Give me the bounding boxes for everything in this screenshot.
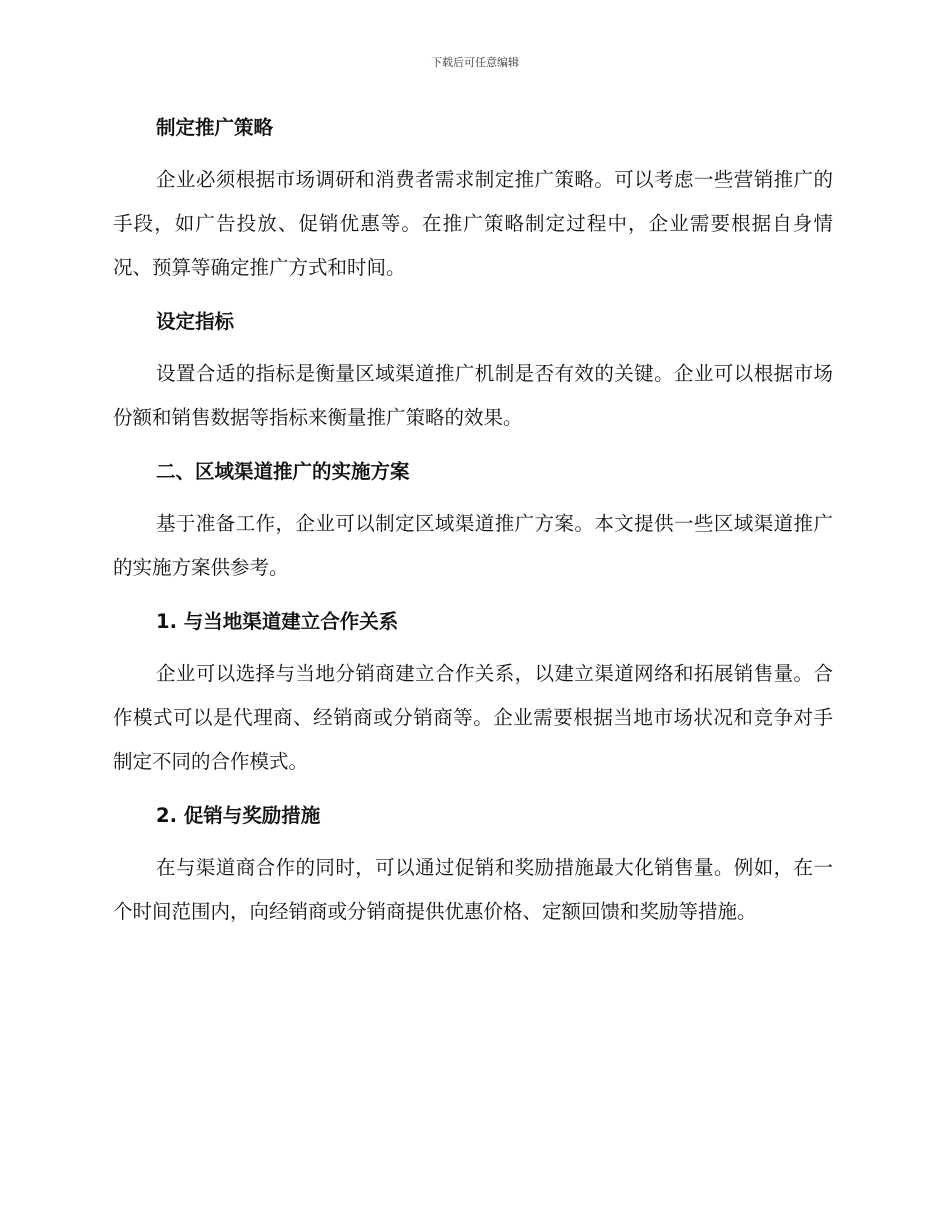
paragraph: 基于准备工作，企业可以制定区域渠道推广方案。本文提供一些区域渠道推广的实施方案供参考。 bbox=[113, 512, 833, 579]
section-heading: 1. 与当地渠道建立合作关系 bbox=[156, 610, 399, 633]
section-heading: 2. 促销与奖励措施 bbox=[156, 804, 321, 827]
paragraph: 企业必须根据市场调研和消费者需求制定推广策略。可以考虑一些营销推广的手段，如广告投放、促销优惠等。在推广策略制定过程中，企业需要根据自身情况、预算等确定推广方式和时间。 bbox=[113, 168, 833, 279]
section-heading: 设定指标 bbox=[156, 310, 235, 333]
paragraph: 企业可以选择与当地分销商建立合作关系，以建立渠道网络和拓展销售量。合作模式可以是代理商、经销商或分销商等。企业需要根据当地市场状况和竞争对手制定不同的合作模式。 bbox=[113, 662, 833, 773]
page-header: 下载后可任意编辑 bbox=[431, 56, 519, 69]
paragraph: 设置合适的指标是衡量区域渠道推广机制是否有效的关键。企业可以根据市场份额和销售数据等指标来衡量推广策略的效果。 bbox=[113, 362, 833, 429]
section-heading: 制定推广策略 bbox=[156, 116, 274, 139]
paragraph: 在与渠道商合作的同时，可以通过促销和奖励措施最大化销售量。例如，在一个时间范围内，向经销商或分销商提供优惠价格、定额回馈和奖励等措施。 bbox=[113, 856, 833, 923]
document-body bbox=[113, 110, 833, 948]
section-heading: 二、区域渠道推广的实施方案 bbox=[156, 460, 410, 483]
